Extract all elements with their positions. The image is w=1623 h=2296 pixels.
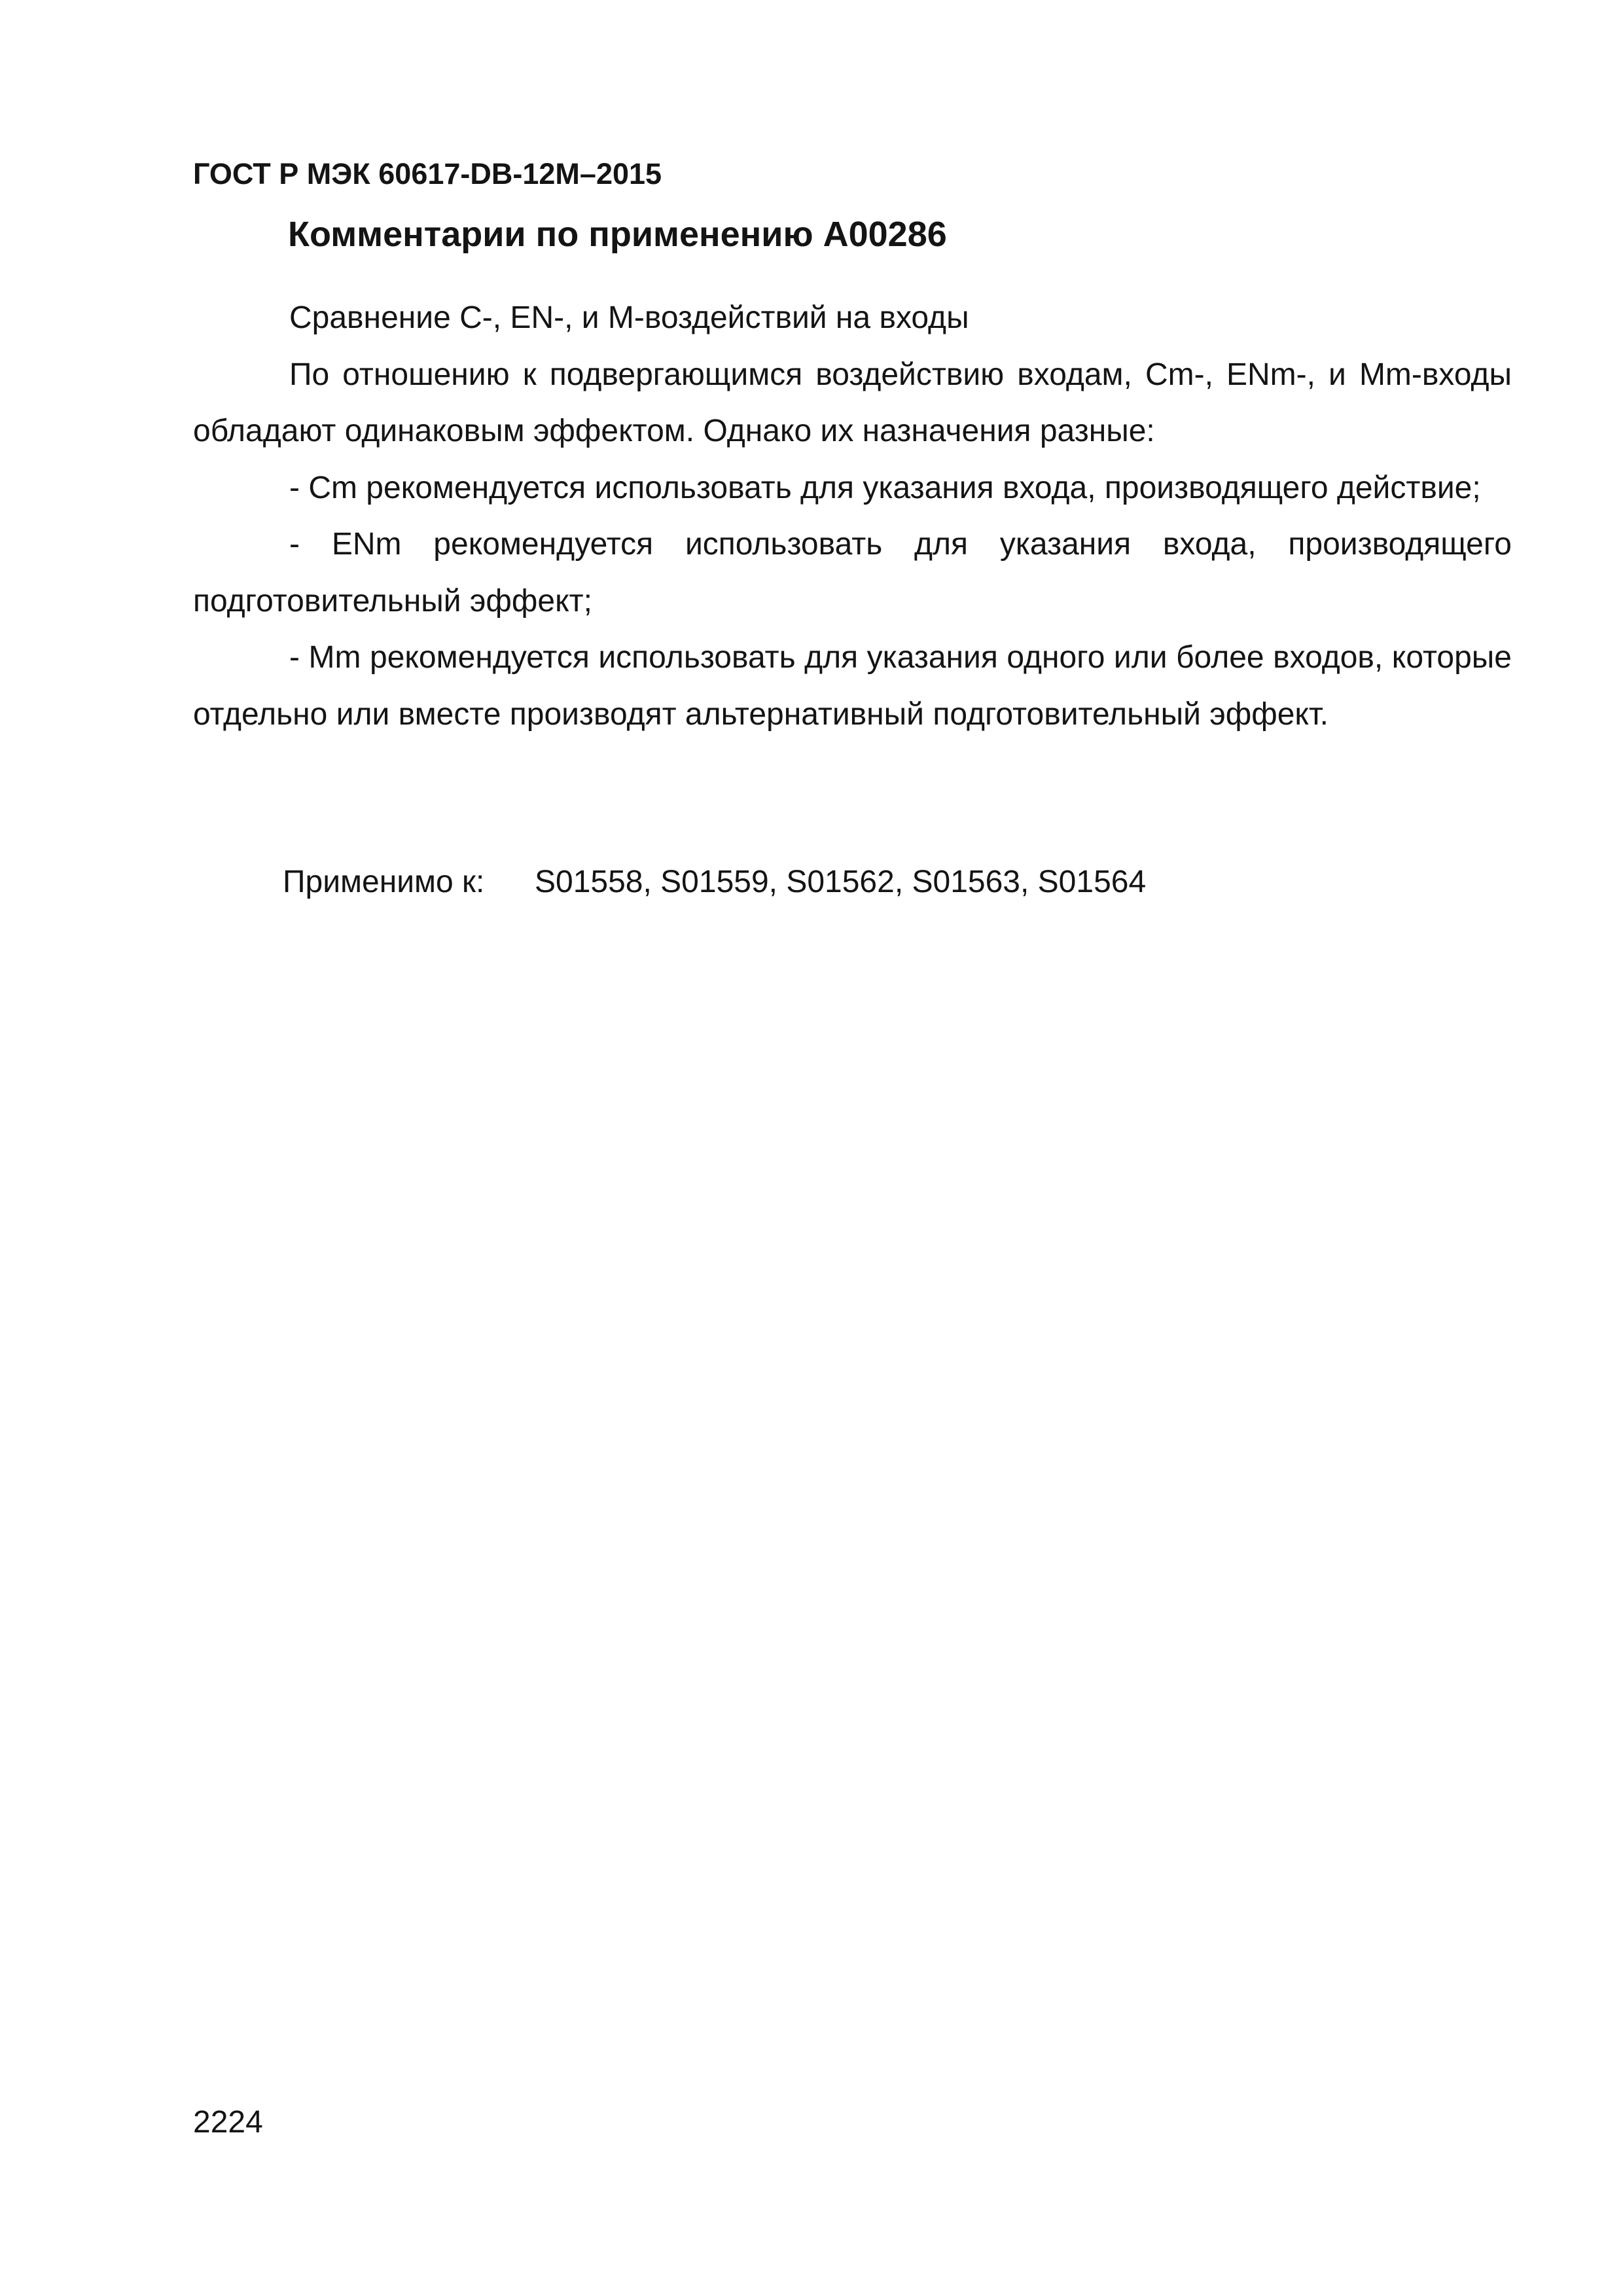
section-heading: Комментарии по применению A00286 xyxy=(288,215,947,254)
comment-item-cm: - Cm рекомендуется использовать для указания входа, производящего действие; xyxy=(289,470,1481,505)
applicable-label: Применимо к: xyxy=(283,865,485,899)
comment-paragraph-intro: По отношению к подвергающимся воздействию входам, Cm-, ENm-, и Mm-входы обладают одинаковым эффектом. Однако их назначения разные: xyxy=(193,357,1512,448)
comment-item-enm: - ENm рекомендуется использовать для указания входа, производящего подготовительный эффект; xyxy=(193,527,1512,619)
comment-body xyxy=(193,290,1512,743)
applicable-to xyxy=(283,854,1146,911)
page-header: ГОСТ Р МЭК 60617-DB-12M–2015 xyxy=(193,157,662,190)
page-number: 2224 xyxy=(193,2105,263,2140)
applicable-symbols: S01558, S01559, S01562, S01563, S01564 xyxy=(535,865,1147,899)
comment-item-mm: - Mm рекомендуется использовать для указания одного или более входов, которые отдельно или вместе производят альтернативный подготовительный эффект. xyxy=(193,640,1512,732)
comment-subtitle: Сравнение C-, EN-, и M-воздействий на входы xyxy=(289,300,969,335)
